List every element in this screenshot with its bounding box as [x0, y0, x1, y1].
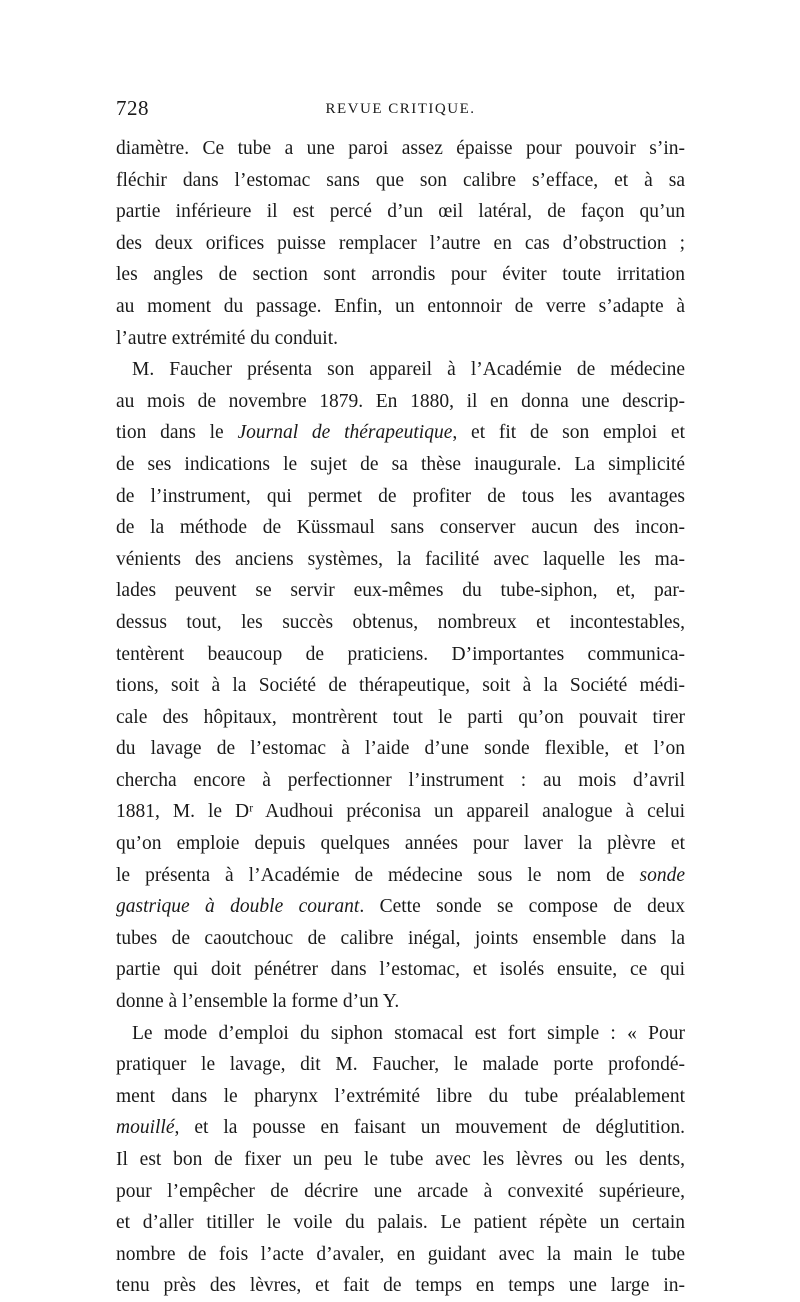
text-line: partie inférieure il est percé d’un œil latéral, de façon qu’un	[116, 201, 685, 223]
text-line: et d’aller titiller le voile du palais. Le patient répète un certain	[116, 1212, 685, 1234]
text-line: de la méthode de Küssmaul sans conserver aucun des incon-	[116, 517, 685, 539]
text-line: de ses indications le sujet de sa thèse inaugurale. La simplicité	[116, 453, 685, 475]
text-line	[116, 891, 685, 923]
italic-text: mouillé	[116, 1117, 175, 1139]
page-number: 728	[116, 96, 149, 120]
text-line: fléchir dans l’estomac sans que son calibre s’efface, et à sa	[116, 169, 685, 191]
text-line: tions, soit à la Société de thérapeutique, soit à la Société médi-	[116, 675, 685, 697]
italic-text: sonde	[639, 864, 685, 886]
text-line	[116, 860, 685, 892]
text-line: donne à l’ensemble la forme d’un Y.	[116, 991, 400, 1013]
text-line: pratiquer le lavage, dit M. Faucher, le malade porte profondé-	[116, 1054, 685, 1076]
text-line: l’autre extrémité du conduit.	[116, 327, 339, 349]
italic-text: Journal de thérapeutique	[237, 422, 453, 444]
text-line: Le mode d’emploi du siphon stomacal est fort simple : « Pour	[132, 1022, 685, 1044]
text-line: au mois de novembre 1879. En 1880, il en donna une descrip-	[116, 390, 685, 412]
text-segment: . Cette sonde se compose de deux	[359, 896, 686, 918]
italic-text: gastrique à double courant	[116, 896, 360, 918]
text-line: Il est bon de fixer un peu le tube avec les lèvres ou les dents,	[116, 1149, 685, 1170]
text-line: des deux orifices puisse remplacer l’autre en cas d’obstruction ;	[116, 232, 685, 254]
text-line	[116, 417, 685, 449]
text-line: tentèrent beaucoup de praticiens. D’importantes communica-	[116, 643, 685, 665]
text-line: nombre de fois l’acte d’avaler, en guidant avec la main le tube	[116, 1243, 685, 1265]
text-line: qu’on emploie depuis quelques années pour laver la plèvre et	[116, 833, 685, 855]
text-line: pour l’empêcher de décrire une arcade à convexité supérieure,	[116, 1180, 685, 1202]
text-line: au moment du passage. Enfin, un entonnoir de verre s’adapte à	[116, 295, 685, 317]
text-line: 1881, M. le Dʳ Audhoui préconisa un appareil analogue à celui	[116, 801, 685, 823]
text-line: lades peuvent se servir eux-mêmes du tube-siphon, et, par-	[116, 580, 685, 602]
running-head: REVUE CRITIQUE.	[325, 101, 476, 117]
text-line: tenu près des lèvres, et fait de temps en temps une large in-	[116, 1275, 685, 1297]
text-line: ment dans le pharynx l’extrémité libre du tube préalablement	[116, 1085, 685, 1107]
text-line: de l’instrument, qui permet de profiter de tous les avantages	[116, 485, 685, 507]
text-segment: , et fit de son emploi et	[452, 422, 686, 444]
text-line: M. Faucher présenta son appareil à l’Académie de médecine	[132, 359, 685, 381]
text-line: chercha encore à perfectionner l’instrument : au mois d’avril	[116, 769, 685, 791]
text-segment: tion dans le	[116, 422, 238, 444]
text-line	[116, 1112, 685, 1144]
text-line: vénients des anciens systèmes, la facilité avec laquelle les ma-	[116, 548, 685, 570]
page-header	[116, 96, 685, 128]
text-segment: le présenta à l’Académie de médecine sous le nom de	[116, 864, 640, 886]
text-line: diamètre. Ce tube a une paroi assez épaisse pour pouvoir s’in-	[116, 138, 685, 159]
text-line: les angles de section sont arrondis pour éviter toute irritation	[116, 264, 685, 286]
text-segment: , et la pousse en faisant un mouvement de déglutition.	[174, 1117, 685, 1139]
text-line: partie qui doit pénétrer dans l’estomac, et isolés ensuite, ce qui	[116, 959, 685, 981]
text-line: cale des hôpitaux, montrèrent tout le parti qu’on pouvait tirer	[116, 706, 685, 728]
text-line: dessus tout, les succès obtenus, nombreux et incontestables,	[116, 611, 685, 633]
text-line: du lavage de l’estomac à l’aide d’une sonde flexible, et l’on	[116, 738, 685, 760]
body-text	[116, 133, 685, 1302]
text-line: tubes de caoutchouc de calibre inégal, joints ensemble dans la	[116, 927, 685, 949]
